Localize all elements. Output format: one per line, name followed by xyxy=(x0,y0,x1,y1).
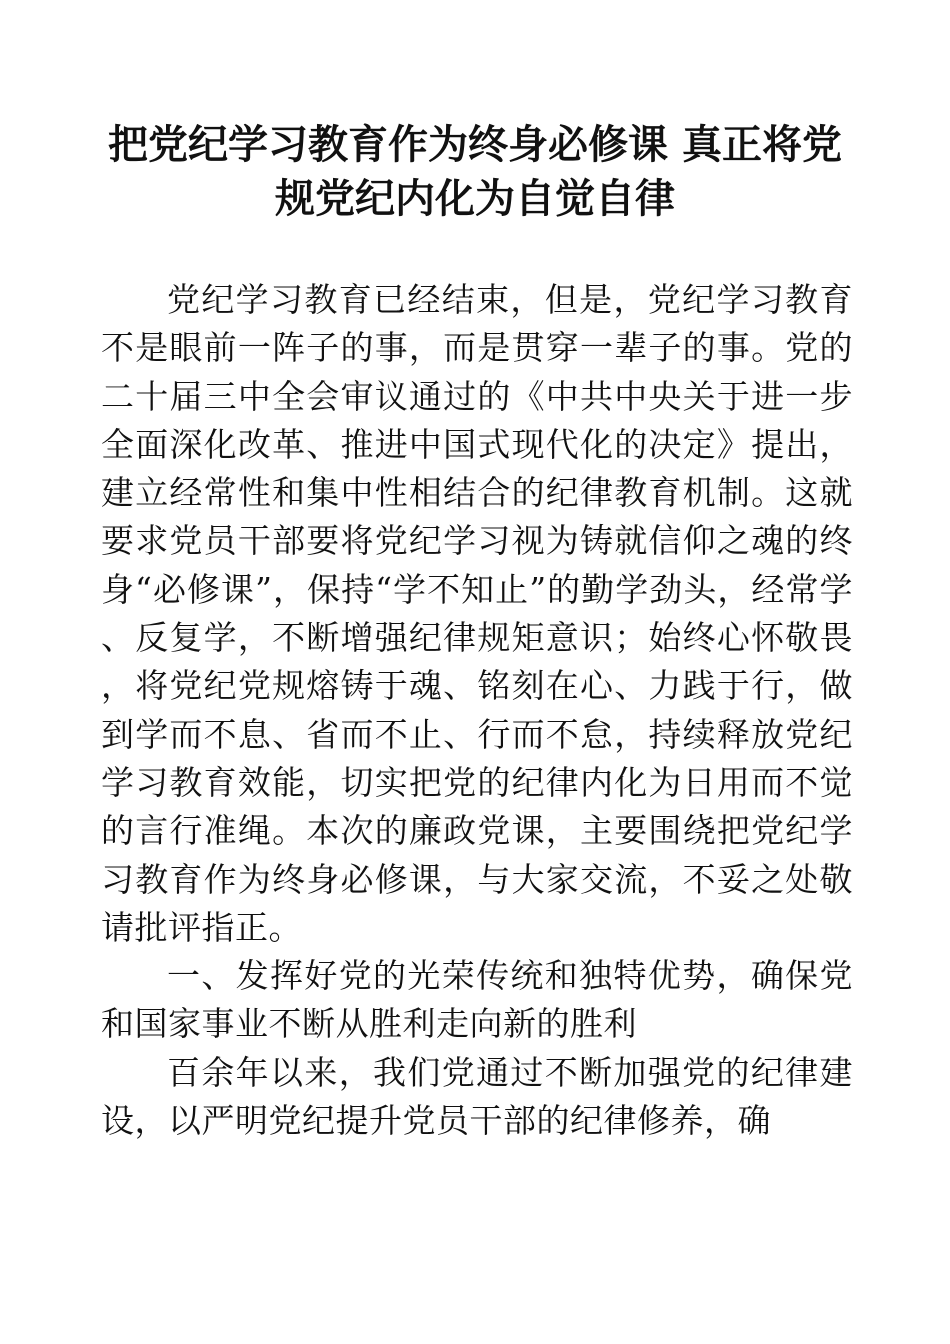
section-heading-1: 一、发挥好党的光荣传统和独特优势，确保党和国家事业不断从胜利走向新的胜利 xyxy=(101,956,853,1044)
document-title: 把党纪学习教育作为终身必修课 真正将党规党纪内化为自觉自律 xyxy=(108,121,842,222)
document-body xyxy=(101,276,853,1145)
section-paragraph-1: 百余年以来，我们党通过不断加强党的纪律建设，以严明党纪提升党员干部的纪律修养，确 xyxy=(101,1052,853,1141)
intro-paragraph: 党纪学习教育已经结束，但是，党纪学习教育不是眼前一阵子的事，而是贯穿一辈子的事。党的二十届三中全会审议通过的《中共中央关于进一步全面深化改革、推进中国式现代化的决定》提出，建立经常性和集中性相结合的纪律教育机制。这就要求党员干部要将党纪学习视为铸就信仰之魂的终身“必修课”，保持“学不知止”的勤学劲头，经常学、反复学，不断增强纪律规矩意识；始终心怀敬畏，将党纪党规熔铸于魂、铭刻在心、力践于行，做到学而不息、省而不止、行而不怠，持续释放党纪学习教育效能，切实把党的纪律内化为日用而不觉的言行准绳。本次的廉政党课，主要围绕把党纪学习教育作为终身必修课，与大家交流，不妥之处敬请批评指正。 xyxy=(101,280,853,947)
